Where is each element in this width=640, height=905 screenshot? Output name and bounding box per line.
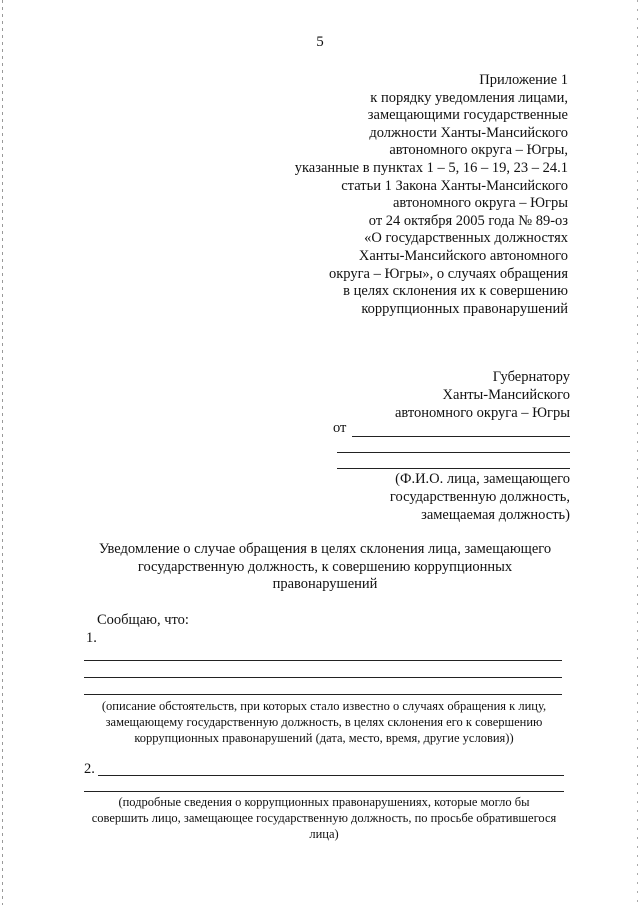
item-1-fill-line-1[interactable]	[84, 660, 562, 661]
notice-title	[75, 541, 575, 594]
item-2-number: 2.	[84, 761, 95, 777]
notice-title-line: правонарушений	[272, 576, 378, 592]
appendix-line: Ханты-Мансийского автономного	[358, 247, 568, 264]
fio-caption-line: замещаемая должность)	[421, 507, 570, 523]
item-1-caption-line: коррупционных правонарушений (дата, место, время, другие условия))	[134, 731, 514, 745]
from-row	[333, 420, 570, 437]
appendix-line: Приложение 1	[479, 72, 568, 88]
appendix-line: автономного округа – Югры,	[389, 142, 568, 159]
appendix-header	[295, 72, 568, 318]
item-2-fill-line-2[interactable]	[84, 791, 564, 792]
page-edge-right	[637, 0, 638, 905]
item-2-caption-line: лица)	[309, 827, 339, 841]
item-1-caption	[84, 698, 564, 746]
notice-title-line: государственную должность, к совершению коррупционных	[137, 558, 513, 575]
fio-caption	[390, 470, 570, 524]
item-2-caption	[84, 794, 564, 842]
notice-title-line: Уведомление о случае обращения в целях склонения лица, замещающего	[98, 541, 552, 557]
appendix-line: автономного округа – Югры	[392, 195, 568, 212]
appendix-line: от 24 октября 2005 года № 89-оз	[368, 212, 568, 229]
appendix-line: округа – Югры», о случаях обращения	[328, 265, 568, 282]
fio-caption-line: государственную должность,	[389, 489, 570, 505]
item-1-fill-line-2[interactable]	[84, 677, 562, 678]
appendix-line: к порядку уведомления лицами,	[370, 89, 568, 106]
from-fill-line[interactable]	[352, 422, 570, 437]
item-2-caption-line: совершить лицо, замещающее государственную должность, по просьбе обратившегося	[91, 811, 557, 825]
fio-caption-line: (Ф.И.О. лица, замещающего	[395, 471, 570, 487]
addressee-line: Губернатору	[492, 369, 570, 385]
item-1-fill-line-3[interactable]	[84, 694, 562, 695]
item-1-number: 1.	[86, 630, 97, 646]
appendix-line: коррупционных правонарушений	[361, 300, 568, 317]
addressee-line: автономного округа – Югры	[394, 405, 570, 421]
appendix-line: статьи 1 Закона Ханты-Мансийского	[341, 177, 568, 194]
page-number: 5	[316, 34, 324, 50]
from-fill-line-2[interactable]	[337, 452, 570, 453]
appendix-line: замещающими государственные	[367, 107, 568, 124]
appendix-line: указанные в пунктах 1 – 5, 16 – 19, 23 – 24.1	[294, 159, 568, 176]
addressee-line: Ханты-Мансийского	[442, 387, 570, 403]
item-1-caption-line: замещающему государственную должность, в целях склонения его к совершению	[105, 715, 543, 729]
addressee-block	[395, 368, 570, 422]
appendix-line: должности Ханты-Мансийского	[369, 124, 568, 141]
intro-text: Сообщаю, что:	[97, 612, 189, 628]
page-edge-left	[2, 0, 3, 905]
item-2-fill-line-1[interactable]	[98, 775, 564, 776]
from-fill-line-3[interactable]	[337, 468, 570, 469]
item-1-caption-line: (описание обстоятельств, при которых стало известно о случаях обращения к лицу,	[101, 699, 547, 713]
item-2-caption-line: (подробные сведения о коррупционных правонарушениях, которые могло бы	[118, 795, 530, 809]
appendix-line: в целях склонения их к совершению	[343, 283, 568, 300]
appendix-line: «О государственных должностях	[364, 230, 568, 247]
from-label: от	[333, 420, 347, 436]
